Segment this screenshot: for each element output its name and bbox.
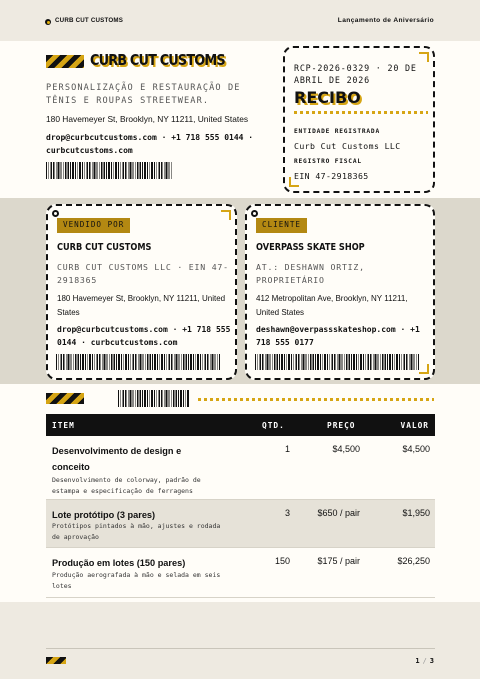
barcode-icon: [118, 390, 190, 407]
hazard-stripe-icon: [46, 657, 66, 664]
company-logo: CURB CUT CUSTOMS: [90, 51, 225, 69]
pin-icon: [52, 210, 59, 217]
row-price: $175 / pair: [317, 556, 360, 566]
header-value: VALOR: [400, 421, 429, 430]
row-price: $650 / pair: [317, 508, 360, 518]
seller-tag: VENDIDO POR: [57, 218, 130, 233]
row-description: Produção aerografada à mão e selada em seis lotes: [52, 571, 221, 590]
seller-address: 180 Havemeyer St, Brooklyn, NY 11211, United States: [57, 294, 226, 317]
receipt-card: [283, 46, 435, 193]
receipt-number-date: RCP-2026-0329 · 20 DE ABRIL DE 2026: [294, 63, 417, 85]
company-address: 180 Havemeyer St, Brooklyn, NY 11211, United States: [46, 114, 249, 124]
row-description: Protótipos pintados à mão, ajustes e rodada de aprovação: [52, 522, 221, 541]
row-qty: 3: [284, 508, 290, 518]
corner-bracket-icon: [419, 364, 429, 374]
seller-name: CURB CUT CUSTOMS: [57, 242, 152, 253]
tax-value: EIN 47-2918365: [294, 171, 369, 181]
table-row: [46, 500, 435, 548]
campaign-label: Lançamento de Aniversário: [337, 17, 434, 24]
top-bar: [0, 0, 480, 41]
corner-bracket-icon: [419, 52, 429, 62]
page-indicator: [415, 657, 434, 665]
footer-divider: [46, 648, 435, 649]
client-contact: deshawn@overpassskateshop.com · +1 718 555 0177: [256, 325, 420, 347]
receipt-title: RECIBO: [294, 88, 361, 107]
page-separator: /: [422, 657, 427, 665]
header-qty: QTD.: [262, 421, 285, 430]
top-brand-label: CURB CUT CUSTOMS: [55, 17, 124, 24]
row-price: $4,500: [332, 444, 360, 454]
table-header: [46, 414, 435, 436]
tax-label: REGISTRO FISCAL: [294, 158, 362, 165]
client-name: OVERPASS SKATE SHOP: [256, 242, 365, 253]
entity-value: Curb Cut Customs LLC: [294, 141, 401, 151]
company-contact: drop@curbcutcustoms.com · +1 718 555 0144 · curbcutcustoms.com: [46, 133, 254, 155]
row-value: $1,950: [402, 508, 430, 518]
pin-icon: [251, 210, 258, 217]
client-tag: CLIENTE: [256, 218, 307, 233]
company-tagline: PERSONALIZAÇÃO E RESTAURAÇÃO DE TÊNIS E ROUPAS STREETWEAR.: [46, 83, 241, 106]
perforation-divider: [294, 111, 428, 114]
barcode-icon: [255, 354, 419, 370]
entity-label: ENTIDADE REGISTRADA: [294, 128, 380, 135]
row-qty: 1: [284, 444, 290, 454]
row-title: Produção em lotes (150 pares): [52, 558, 186, 568]
hazard-stripe-icon: [46, 393, 84, 404]
table-row: [46, 436, 435, 500]
table-row: [46, 548, 435, 598]
row-title: Desenvolvimento de design e conceito: [52, 446, 182, 472]
client-attention: AT.: DESHAWN ORTIZ, PROPRIETÁRIO: [256, 262, 365, 285]
row-qty: 150: [274, 556, 290, 566]
seller-card: [46, 204, 237, 380]
corner-bracket-icon: [221, 210, 231, 220]
seller-legal: CURB CUT CUSTOMS LLC · EIN 47-2918365: [57, 262, 229, 285]
barcode-icon: [56, 354, 220, 370]
page-current: 1: [415, 657, 420, 665]
row-title: Lote protótipo (3 pares): [52, 510, 156, 520]
row-value: $26,250: [397, 556, 430, 566]
brand-dot-icon: [45, 19, 51, 25]
row-value: $4,500: [402, 444, 430, 454]
barcode-icon: [46, 162, 173, 179]
hazard-stripe-icon: [46, 55, 84, 68]
client-address: 412 Metropolitan Ave, Brooklyn, NY 11211, United States: [256, 294, 408, 317]
seller-contact: drop@curbcutcustoms.com · +1 718 555 0144 · curbcutcustoms.com: [57, 325, 231, 347]
header-item: ITEM: [52, 421, 75, 430]
row-description: Desenvolvimento de colorway, padrão de estampa e especificação de ferragens: [52, 476, 201, 495]
client-card: [245, 204, 435, 380]
page-footer: [0, 602, 480, 679]
dotted-divider: [198, 398, 434, 401]
header-price: PREÇO: [327, 421, 356, 430]
page-total: 3: [429, 657, 434, 665]
